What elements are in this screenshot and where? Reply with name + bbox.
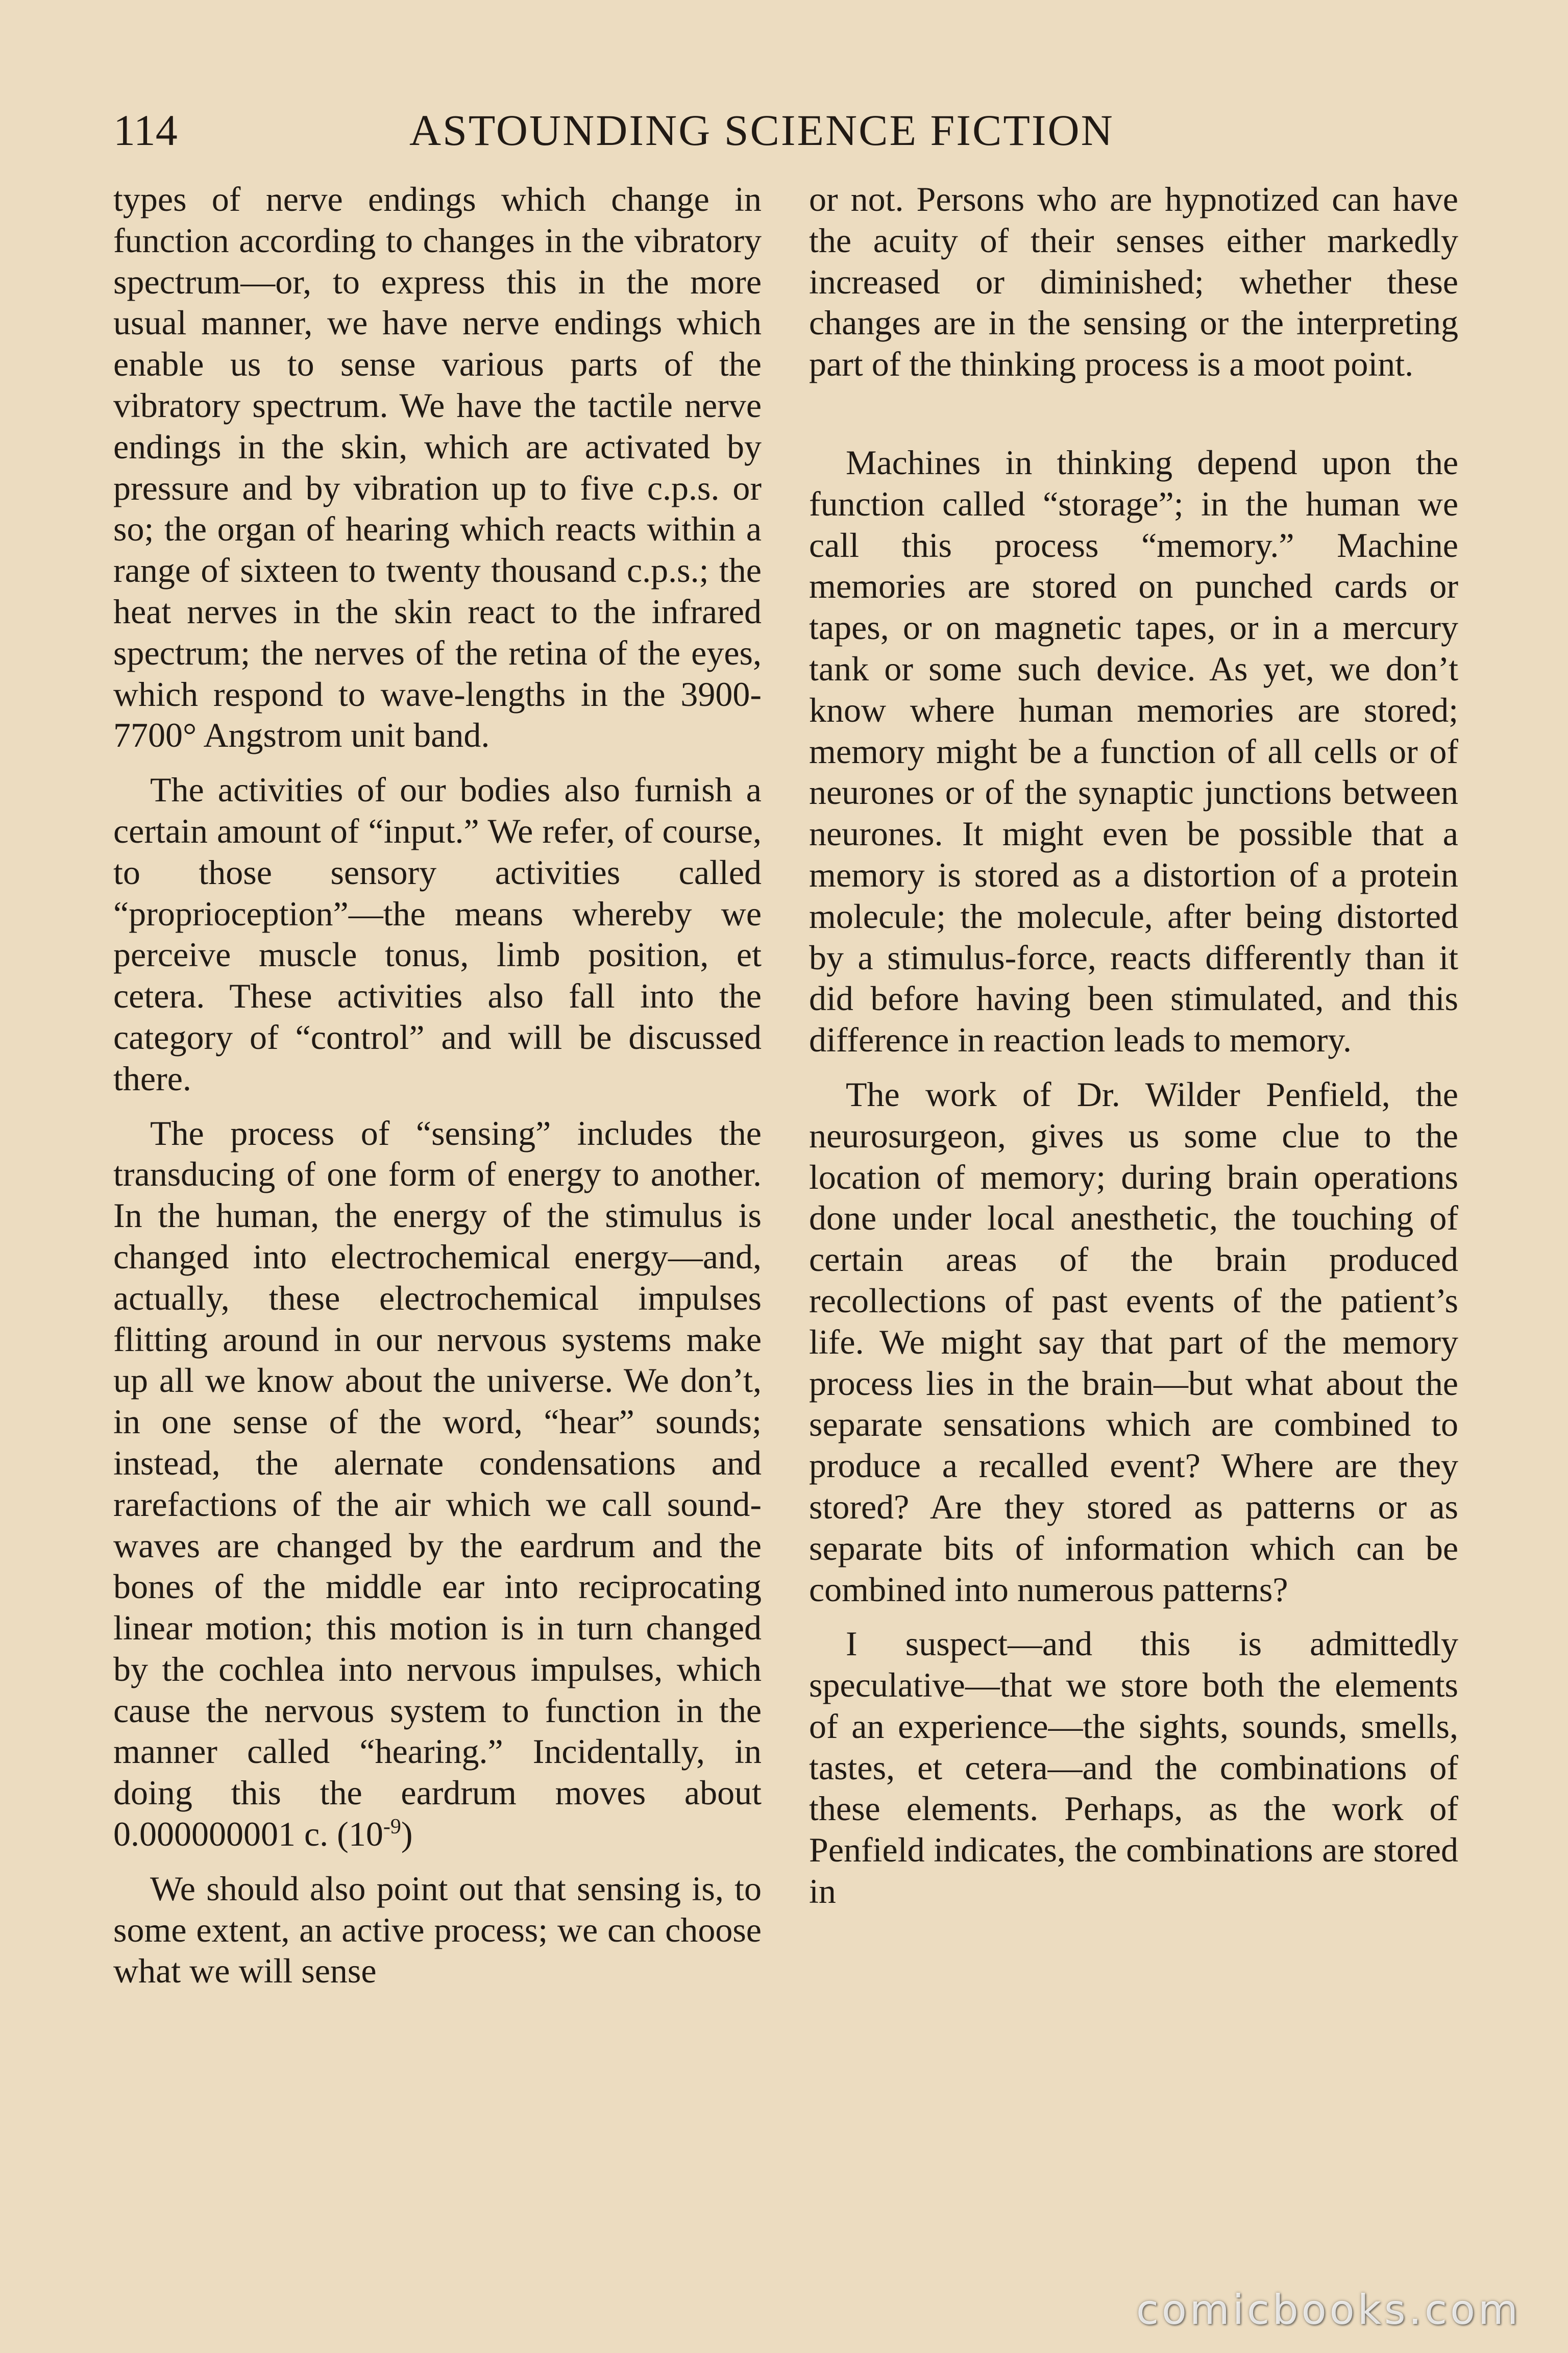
running-title: ASTOUNDING SCIENCE FICTION: [409, 106, 1114, 155]
paragraph-storage: Machines in thinking depend upon the function called “storage”; in the human we call this process “memory.” Machine memories are stored on punched cards or tapes, or on magnetic tapes, or in a mercury tank or some such device. As yet, we don’t know where human memories are stored; memory might be a function of all cells or of neurones or of the synaptic junctions between neurones. It might even be possible that a memory is stored as a distortion of a protein molecule; the molecule, after being distorted by a stimulus-force, reacts differently than it did before having been stimulated, and this difference in reaction leads to memory.: [809, 443, 1458, 1060]
paragraph-sensing: [113, 1113, 762, 1855]
paragraph-proprioception: The activities of our bodies also furnish a certain amount of “input.” We refer, of course, to those sensory activities called “proprioception”—the means whereby we perceive muscle tonus, limb position, et cetera. These activities also fall into the category of “control” and will be discussed there.: [113, 770, 762, 1098]
paragraph-speculation: I suspect—and this is admittedly speculative—that we store both the elements of an experience—the sights, sounds, smells, tastes, et cetera—and the combinations of these elements. Perhaps, as the work of Penfield indicates, the combinations are stored in: [809, 1624, 1458, 1911]
paragraph-nerve-endings: types of nerve endings which change in function according to changes in the vibratory spectrum—or, to express this in the more usual manner, we have nerve endings which enable us to sense various parts of the vibratory spectrum. We have the tactile nerve endings in the skin, which are activated by pressure and by vibration up to five c.p.s. or so; the organ of hearing which reacts within a range of sixteen to twenty thousand c.p.s.; the heat nerves in the skin react to the infrared spectrum; the nerves of the retina of the eyes, which respond to wave-lengths in the 3900-7700° Angstrom unit band.: [113, 180, 762, 755]
closing-parenthesis: ): [401, 1815, 413, 1854]
page-number: 114: [113, 106, 178, 155]
left-column: [113, 179, 762, 1992]
watermark-logo: comicbooks.com: [1136, 2286, 1521, 2334]
sensing-text: The process of “sensing” includes the transducing of one form of energy to another. In the human, the energy of the stimulus is changed into electrochemical energy—and, actually, these electrochemical impulses flitting around in our nervous systems make up all we know about the universe. We don’t, in one sense of the word, “hear” sounds; instead, the alernate condensations and rarefactions of the air which we call sound-waves are changed by the eardrum and the bones of the middle ear into reciprocating linear motion; this motion is in turn changed by the cochlea into nervous impulses, which cause the nervous system to function in the manner called “hearing.” Incidentally, in doing this the eardrum moves about 0.000000001 c. (10: [113, 1113, 762, 1854]
paragraph-penfield: The work of Dr. Wilder Penfield, the neurosurgeon, gives us some clue to the location of memory; during brain operations done under local anesthetic, the touching of certain areas of the brain produced recollections of past events of the patient’s life. We might say that part of the memory process lies in the brain—but what about the separate sensations which are combined to produce a recalled event? Where are they stored? Are they stored as patterns or as separate bits of information which can be combined into numerous patterns?: [809, 1074, 1458, 1609]
page-header: [113, 102, 1155, 158]
paragraph-active-sensing: We should also point out that sensing is, to some extent, an active process; we can choose what we will sense: [113, 1869, 762, 1991]
exponent-superscript: -9: [383, 1815, 401, 1839]
paragraph-hypnosis: or not. Persons who are hypnotized can have the acuity of their senses either markedly increased or diminished; whether these changes are in the sensing or the interpreting part of the thinking process is a moot point.: [809, 180, 1458, 384]
right-column: [809, 179, 1458, 1912]
